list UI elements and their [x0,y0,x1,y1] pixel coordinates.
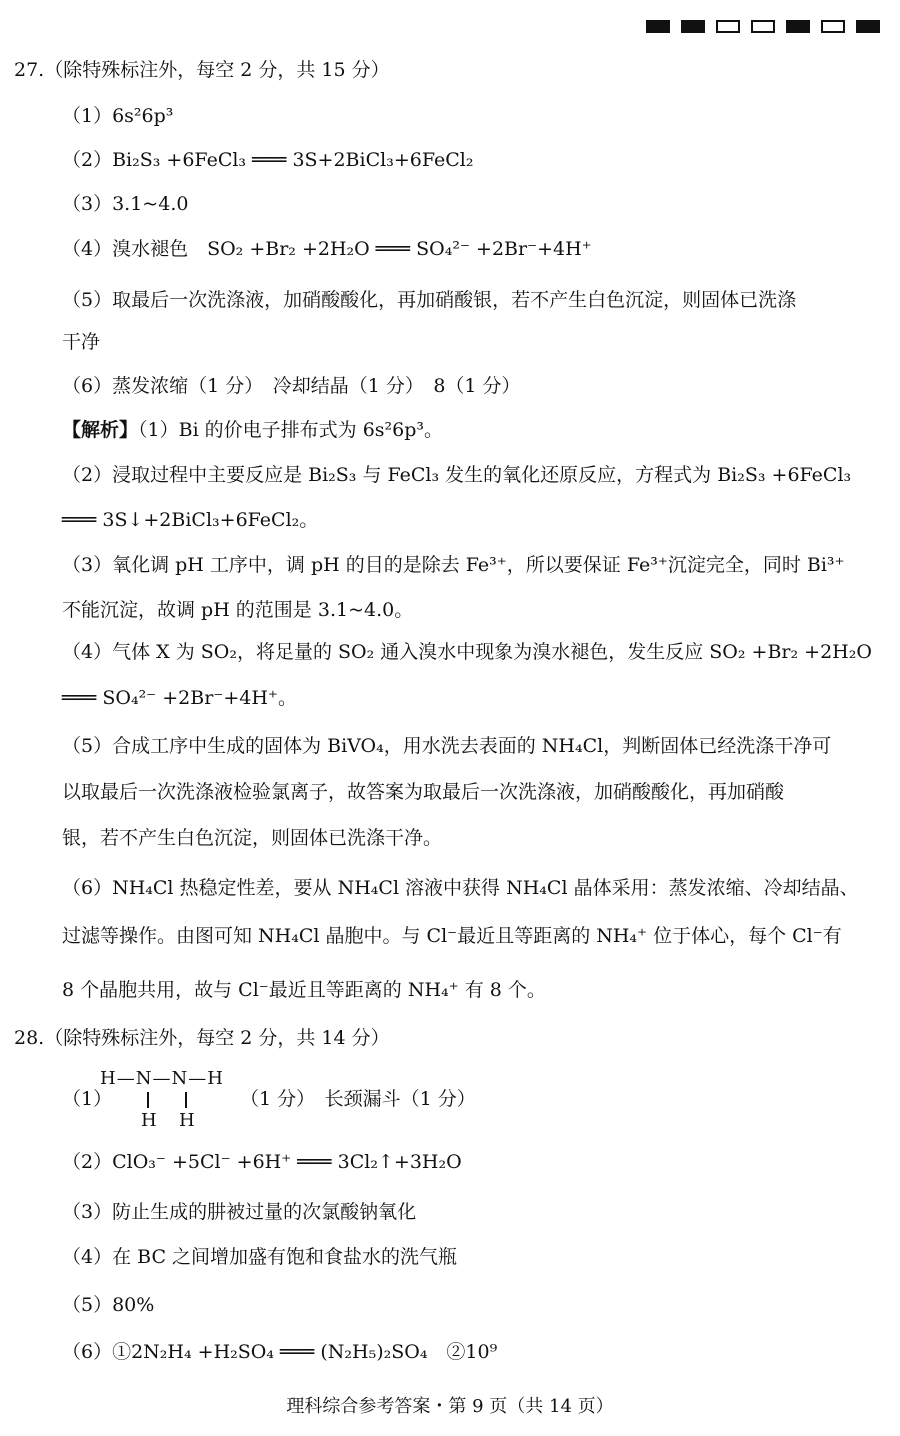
q27-explanation-2-line2: ═══ 3S↓+2BiCl₃+6FeCl₂。 [62,509,319,531]
q27-answer-5-line2: 干净 [62,331,101,353]
q27-explanation-3-line1: （3）氧化调 pH 工序中，调 pH 的目的是除去 Fe³⁺，所以要保证 Fe³⁺沉淀完全，同时 Bi³⁺ [62,554,845,576]
marker-block [681,20,705,33]
header-marker-blocks [646,20,880,33]
q27-explanation-4-line2: ═══ SO₄²⁻ +2Br⁻+4H⁺。 [62,687,297,709]
q28-answer-4: （4）在 BC 之间增加盛有饱和食盐水的洗气瓶 [62,1246,458,1268]
q27-answer-4: （4）溴水褪色 SO₂ +Br₂ +2H₂O ═══ SO₄²⁻ +2Br⁻+4H⁺ [62,238,592,260]
explanation-1-text: （1）Bi 的价电子排布式为 6s²6p³。 [138,419,444,441]
q27-explanation-6-line2: 过滤等操作。由图可知 NH₄Cl 晶胞中。与 Cl⁻最近且等距离的 NH₄⁺ 位于体心，每个 Cl⁻有 [62,925,842,947]
structure-h1: H [141,1110,157,1131]
q28-answer-1-number: （1） [62,1088,113,1110]
bond-line [185,1092,187,1108]
q27-explanation-1 [62,418,443,442]
q28-title: 28.（除特殊标注外，每空 2 分，共 14 分） [14,1027,390,1049]
q28-answer-3: （3）防止生成的肼被过量的次氯酸钠氧化 [62,1201,417,1223]
q27-answer-3: （3）3.1~4.0 [62,193,189,215]
marker-block [856,20,880,33]
q27-explanation-5-line2: 以取最后一次洗涤液检验氯离子，故答案为取最后一次洗涤液，加硝酸酸化，再加硝酸 [62,781,785,803]
page-footer: 理科综合参考答案・第 9 页（共 14 页） [286,1396,614,1417]
marker-block [821,20,845,33]
marker-block [786,20,810,33]
q27-explanation-5-line3: 银，若不产生白色沉淀，则固体已洗涤干净。 [62,827,443,849]
q27-explanation-3-line2: 不能沉淀，故调 pH 的范围是 3.1~4.0。 [62,599,414,621]
explanation-tag: 【解析】 [62,419,139,441]
q27-answer-5-line1: （5）取最后一次洗涤液，加硝酸酸化，再加硝酸银，若不产生白色沉淀，则固体已洗涤 [62,289,797,311]
marker-block [751,20,775,33]
q27-explanation-6-line3: 8 个晶胞共用，故与 Cl⁻最近且等距离的 NH₄⁺ 有 8 个。 [62,979,546,1001]
structure-top-row: H—N—N—H [100,1068,224,1089]
q27-answer-6: （6）蒸发浓缩（1 分） 冷却结晶（1 分） 8（1 分） [62,375,521,397]
q28-answer-2: （2）ClO₃⁻ +5Cl⁻ +6H⁺ ═══ 3Cl₂↑+3H₂O [62,1151,462,1173]
hydrazine-structure [100,1068,224,1131]
q27-explanation-6-line1: （6）NH₄Cl 热稳定性差，要从 NH₄Cl 溶液中获得 NH₄Cl 晶体采用：蒸发浓缩、冷却结晶、 [62,877,859,899]
q27-explanation-2-line1: （2）浸取过程中主要反应是 Bi₂S₃ 与 FeCl₃ 发生的氧化还原反应，方程式为 Bi₂S₃ +6FeCl₃ [62,464,852,486]
q28-answer-6: （6）①2N₂H₄ +H₂SO₄ ═══ (N₂H₅)₂SO₄ ②10⁹ [62,1341,498,1363]
q27-answer-2: （2）Bi₂S₃ +6FeCl₃ ═══ 3S+2BiCl₃+6FeCl₂ [62,149,474,171]
q27-title: 27.（除特殊标注外，每空 2 分，共 15 分） [14,59,390,81]
q28-answer-5: （5）80% [62,1294,155,1316]
q28-answer-1-rest: （1 分） 长颈漏斗（1 分） [240,1088,476,1110]
q27-explanation-5-line1: （5）合成工序中生成的固体为 BiVO₄，用水洗去表面的 NH₄Cl，判断固体已经洗涤干净可 [62,735,832,757]
marker-block [646,20,670,33]
bond-line [147,1092,149,1108]
structure-h2: H [179,1110,195,1131]
q27-explanation-4-line1: （4）气体 X 为 SO₂，将足量的 SO₂ 通入溴水中现象为溴水褪色，发生反应 SO₂ +Br₂ +2H₂O [62,641,872,663]
q27-answer-1: （1）6s²6p³ [62,105,174,127]
marker-block [716,20,740,33]
